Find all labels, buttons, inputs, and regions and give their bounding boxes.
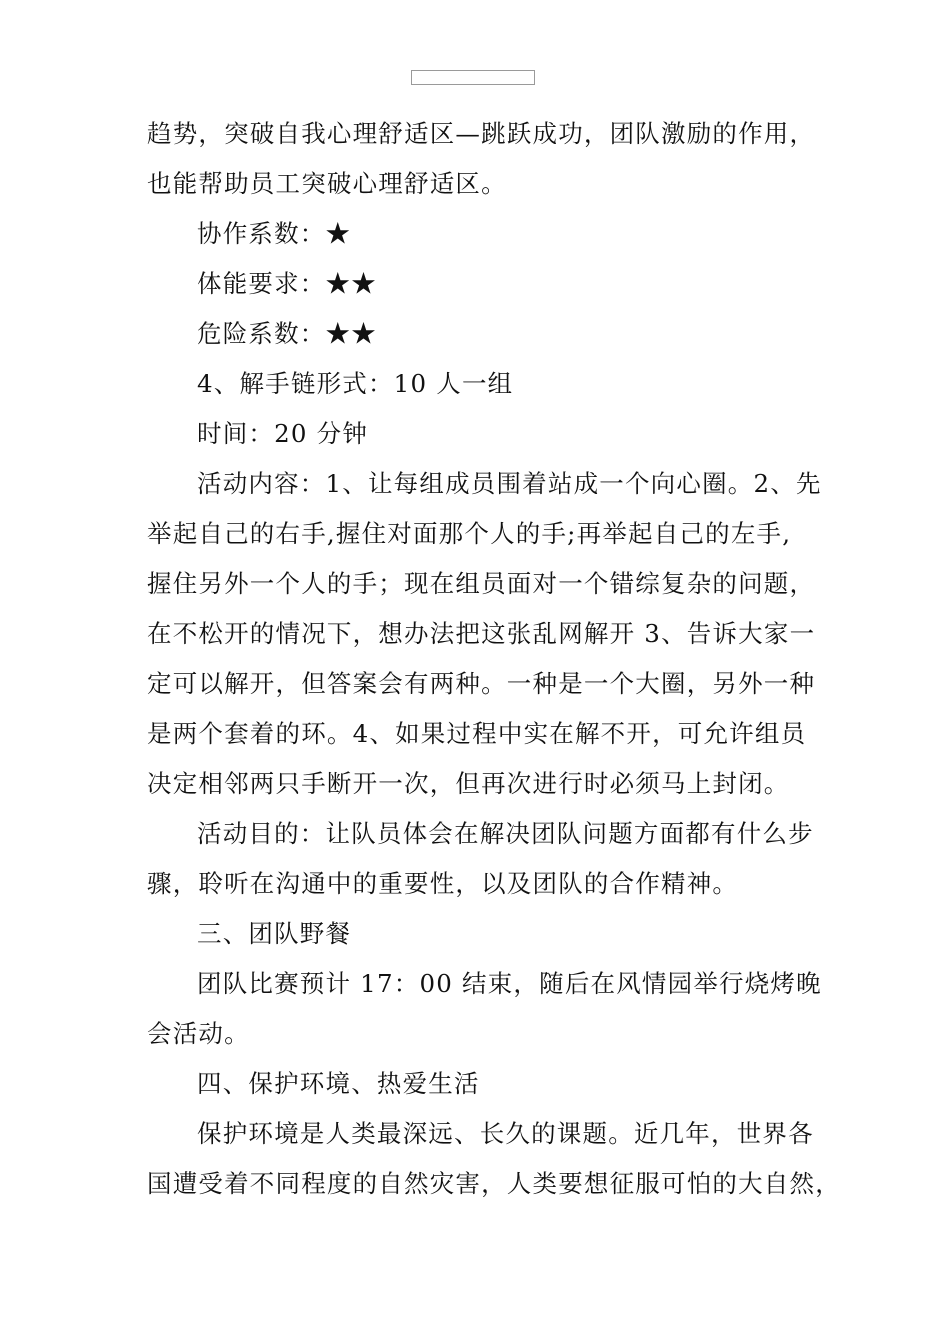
text-line: 国遭受着不同程度的自然灾害，人类要想征服可怕的大自然， (147, 1169, 841, 1198)
text-line: 决定相邻两只手断开一次，但再次进行时必须马上封闭。 (147, 769, 790, 798)
text-line: 在不松开的情况下，想办法把这张乱网解开 3、告诉大家一 (147, 619, 816, 648)
text-line: 趋势，突破自我心理舒适区—跳跃成功，团队激励的作用， (147, 119, 816, 148)
text-line: 举起自己的右手,握住对面那个人的手;再举起自己的左手, (147, 519, 792, 548)
section-heading: 4、解手链形式：10 人一组 (197, 369, 514, 398)
text-line: 会活动。 (147, 1019, 250, 1048)
rating-danger: 危险系数：★★ (197, 319, 377, 348)
document-body (147, 109, 841, 1209)
page-header-box (411, 70, 535, 85)
text-line: 定可以解开，但答案会有两种。一种是一个大圈，另外一种 (147, 669, 816, 698)
text-line: 是两个套着的环。4、如果过程中实在解不开，可允许组员 (147, 719, 807, 748)
section-heading: 三、团队野餐 (197, 919, 352, 948)
text-line: 握住另外一个人的手；现在组员面对一个错综复杂的问题， (147, 569, 816, 598)
rating-physical: 体能要求：★★ (197, 269, 377, 298)
text-line: 也能帮助员工突破心理舒适区。 (147, 169, 507, 198)
text-line: 保护环境是人类最深远、长久的课题。近几年，世界各 (197, 1119, 814, 1148)
section-heading: 四、保护环境、热爱生活 (197, 1069, 480, 1098)
text-line: 骤，聆听在沟通中的重要性，以及团队的合作精神。 (147, 869, 739, 898)
rating-cooperation: 协作系数：★ (197, 219, 352, 248)
text-line: 团队比赛预计 17：00 结束，随后在风情园举行烧烤晚 (197, 969, 822, 998)
text-line: 时间：20 分钟 (197, 419, 369, 448)
text-line: 活动内容：1、让每组成员围着站成一个向心圈。2、先 (197, 469, 822, 498)
text-line: 活动目的：让队员体会在解决团队问题方面都有什么步 (197, 819, 814, 848)
